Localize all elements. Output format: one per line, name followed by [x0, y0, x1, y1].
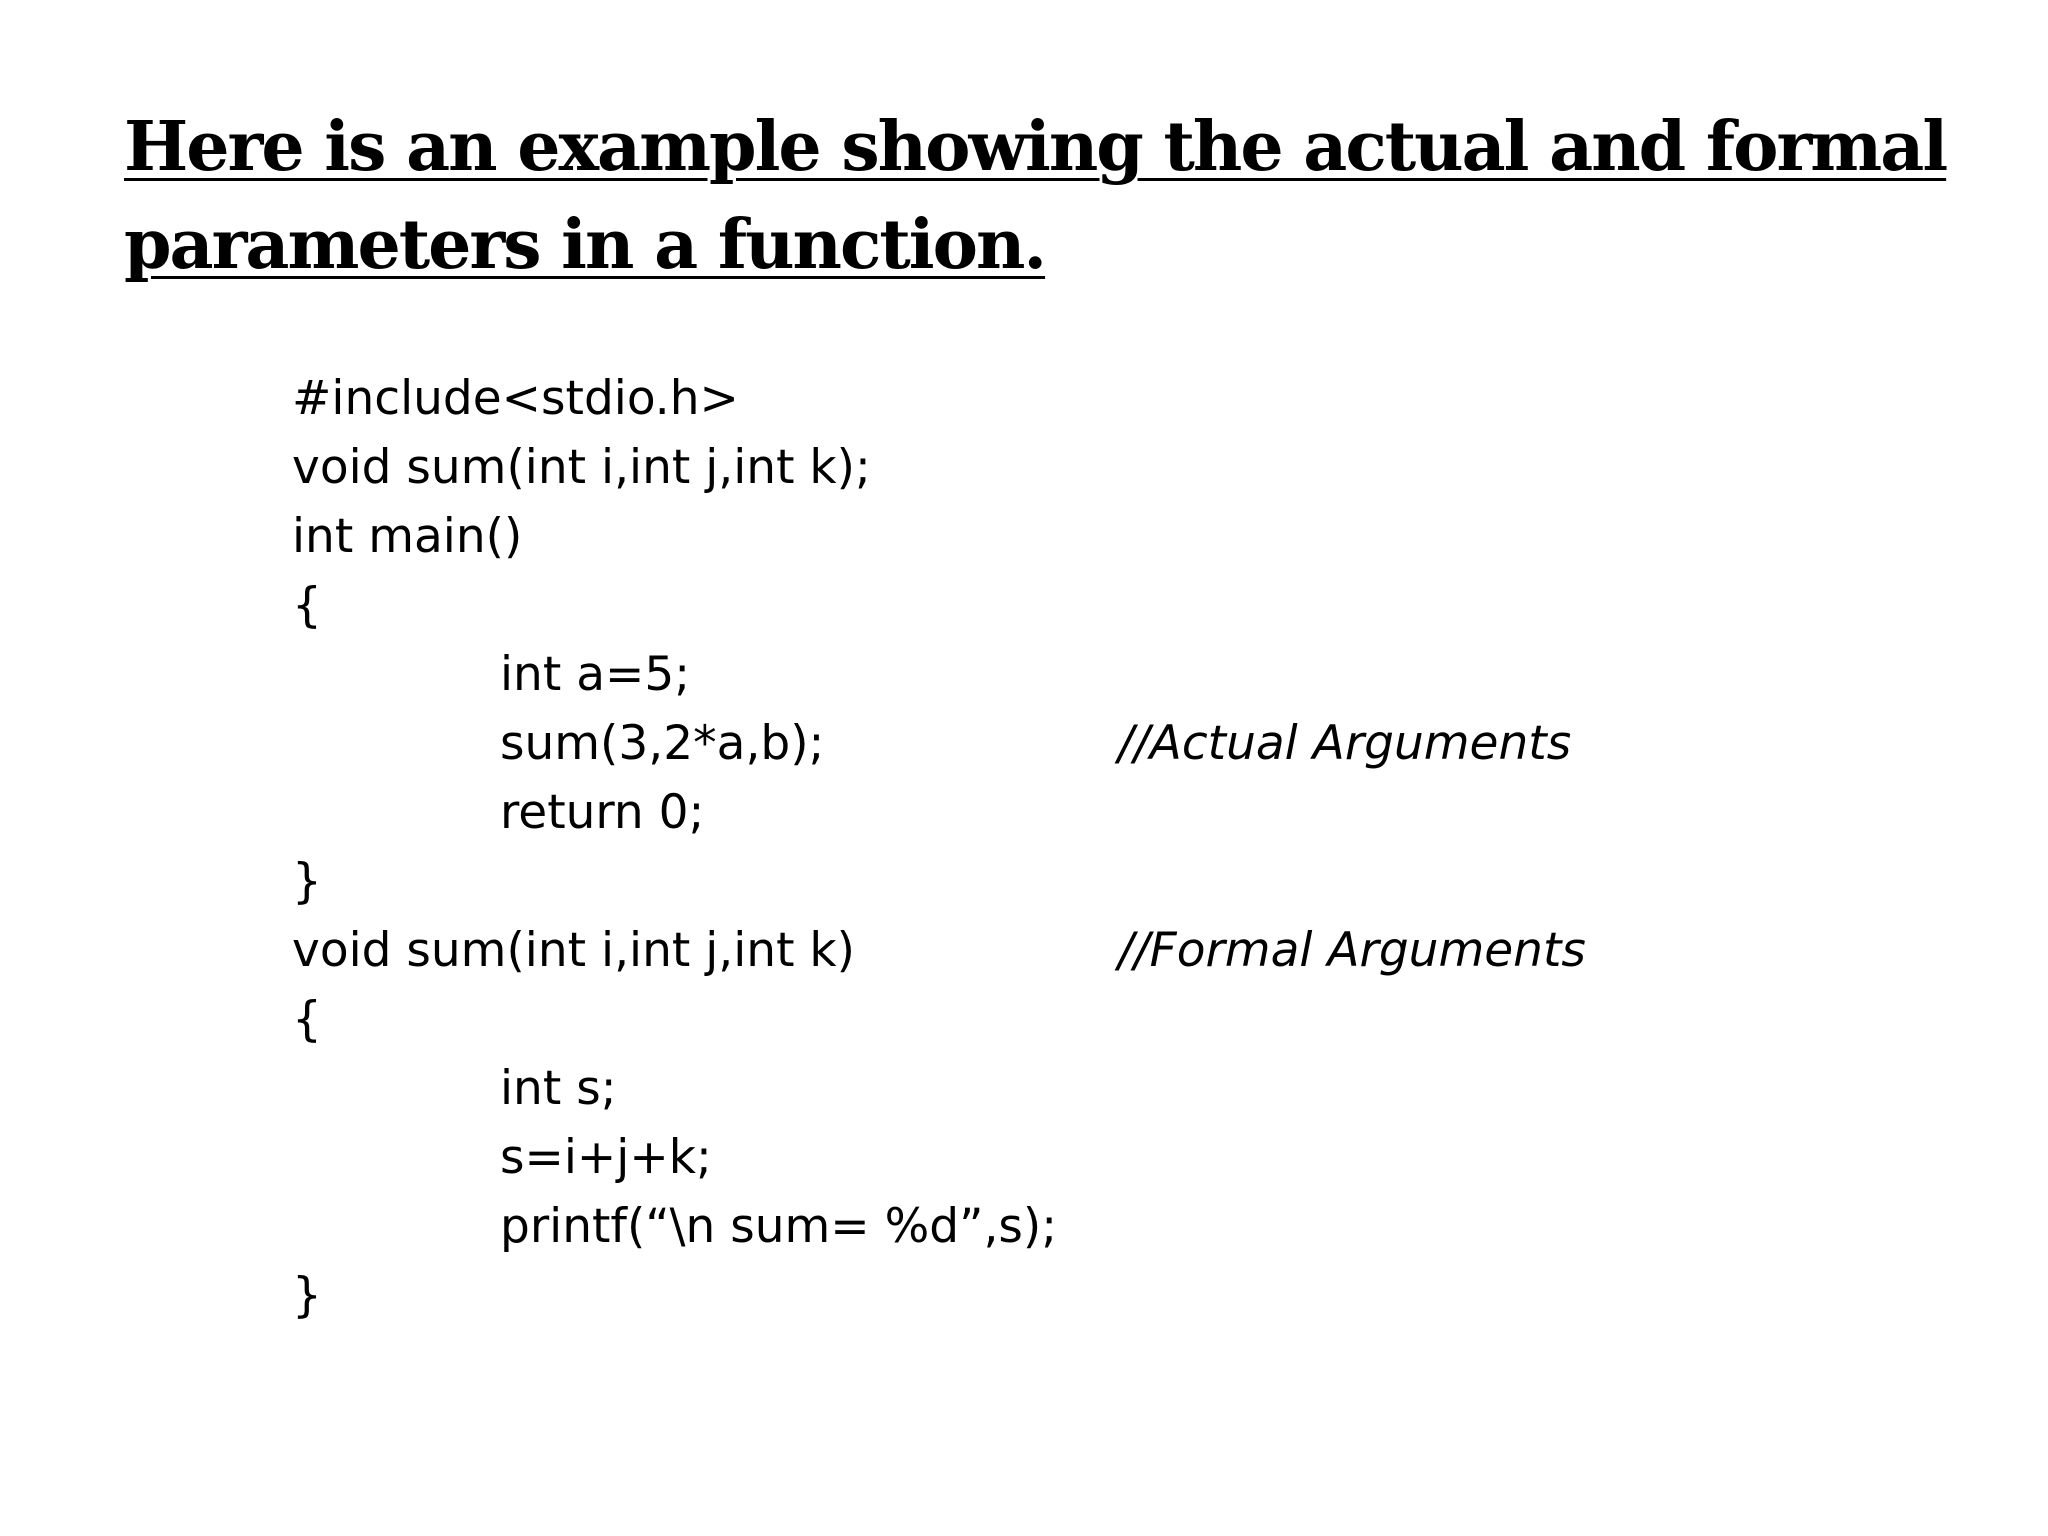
code-line-main-close-brace: }: [292, 854, 322, 909]
slide-title-line-1: Here is an example showing the actual and formal: [124, 107, 1947, 187]
code-line-printf: printf(“\n sum= %d”,s);: [500, 1199, 1058, 1254]
code-line-prototype: void sum(int i,int j,int k);: [292, 440, 871, 495]
code-line-sum-expression: s=i+j+k;: [500, 1130, 712, 1185]
comment-formal-arguments: //Formal Arguments: [1118, 923, 1586, 978]
code-line-include: #include<stdio.h>: [292, 371, 739, 426]
slide-title-line-2: parameters in a function.: [124, 205, 1046, 285]
code-line-int-a: int a=5;: [500, 647, 691, 702]
code-line-main: int main(): [292, 509, 523, 564]
code-line-main-open-brace: {: [292, 578, 322, 633]
code-line-int-s: int s;: [500, 1061, 617, 1116]
code-line-sum-call: sum(3,2*a,b);: [500, 716, 825, 771]
code-line-return: return 0;: [500, 785, 705, 840]
code-line-sum-close-brace: }: [292, 1268, 322, 1323]
code-line-sum-definition: void sum(int i,int j,int k): [292, 923, 855, 978]
code-line-sum-open-brace: {: [292, 992, 322, 1047]
comment-actual-arguments: //Actual Arguments: [1118, 716, 1572, 771]
